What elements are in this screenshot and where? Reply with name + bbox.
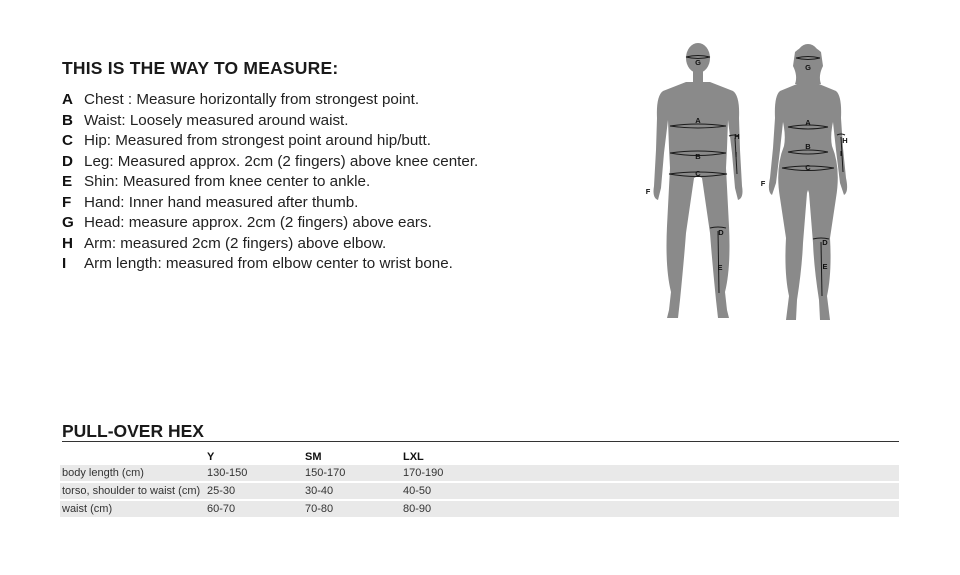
figure-label-h: H [734, 132, 740, 141]
size-chart-title: PULL-OVER HEX [62, 421, 204, 441]
guide-item-f [62, 193, 478, 214]
measure-guide-list [62, 90, 478, 275]
figure-label-f: F [760, 179, 766, 188]
male-silhouette [654, 43, 743, 318]
row-label: torso, shoulder to waist (cm) [60, 482, 205, 500]
male-figure [646, 43, 743, 318]
female-silhouette [769, 44, 847, 320]
size-chart-table [60, 448, 899, 519]
cell-spacer [499, 465, 899, 482]
guide-text: Leg: Measured approx. 2cm (2 fingers) above knee center. [84, 152, 479, 170]
figure-label-i: I [839, 149, 843, 158]
figure-label-d: D [822, 238, 828, 247]
body-measurement-figures [640, 38, 880, 328]
guide-text: Waist: Loosely measured around waist. [84, 111, 349, 129]
guide-item-e [62, 172, 478, 193]
cell-spacer [499, 500, 899, 518]
cell-spacer [499, 482, 899, 500]
figure-label-e: E [717, 263, 723, 272]
guide-letter: C [62, 132, 73, 149]
guide-item-b [62, 111, 478, 132]
row-label: waist (cm) [60, 500, 205, 518]
figure-label-f: F [645, 187, 651, 196]
guide-item-g [62, 213, 478, 234]
guide-letter: D [62, 152, 73, 170]
measure-guide-title: THIS IS THE WAY TO MEASURE: [62, 58, 339, 78]
guide-letter: E [62, 173, 73, 190]
guide-item-h [62, 234, 478, 255]
guide-letter: B [62, 111, 73, 129]
guide-letter: G [62, 214, 74, 231]
size-chart-divider [62, 441, 899, 442]
size-chart-header-row [60, 448, 899, 465]
guide-text: Chest : Measure horizontally from strongest point. [84, 91, 420, 108]
cell-value: 70-80 [303, 500, 401, 518]
guide-text: Shin: Measured from knee center to ankle. [84, 173, 371, 190]
guide-letter: F [62, 193, 72, 211]
figure-label-c: C [805, 163, 811, 172]
cell-value: 150-170 [303, 465, 401, 482]
cell-value: 25-30 [205, 482, 303, 500]
table-row [60, 500, 899, 518]
table-row [60, 482, 899, 500]
figure-label-a: A [695, 116, 701, 125]
header-size-lxl: LXL [403, 450, 424, 463]
guide-text: Arm length: measured from elbow center to wrist bone. [84, 255, 453, 272]
guide-letter: A [62, 91, 73, 108]
row-label: body length (cm) [60, 465, 205, 482]
guide-text: Hand: Inner hand measured after thumb. [84, 193, 359, 211]
cell-value: 40-50 [401, 482, 499, 500]
figure-label-c: C [695, 169, 701, 178]
figure-label-g: G [805, 63, 811, 72]
guide-item-d [62, 152, 478, 173]
figure-label-a: A [805, 118, 811, 127]
cell-value: 30-40 [303, 482, 401, 500]
figure-label-b: B [695, 152, 701, 161]
guide-letter: H [62, 234, 73, 252]
cell-value: 60-70 [205, 500, 303, 518]
guide-letter: I [62, 255, 67, 272]
figure-label-i: I [734, 150, 738, 159]
header-measurement [60, 448, 205, 465]
table-row [60, 465, 899, 482]
header-size-sm: SM [305, 450, 322, 463]
header-spacer [499, 448, 899, 465]
guide-text: Hip: Measured from strongest point around hip/butt. [84, 132, 431, 149]
female-figure [761, 44, 848, 320]
guide-text: Arm: measured 2cm (2 fingers) above elbow. [84, 234, 387, 252]
guide-item-c [62, 131, 478, 152]
cell-value: 170-190 [401, 465, 499, 482]
figure-label-e: E [822, 262, 828, 271]
figure-label-b: B [805, 142, 811, 151]
figure-label-g: G [695, 58, 701, 67]
figure-label-d: D [718, 228, 724, 237]
cell-value: 130-150 [205, 465, 303, 482]
cell-value: 80-90 [401, 500, 499, 518]
guide-text: Head: measure approx. 2cm (2 fingers) above ears. [84, 214, 432, 231]
header-size-y: Y [207, 450, 215, 463]
guide-item-i [62, 254, 478, 275]
guide-item-a [62, 90, 478, 111]
figure-label-h: H [842, 136, 848, 145]
